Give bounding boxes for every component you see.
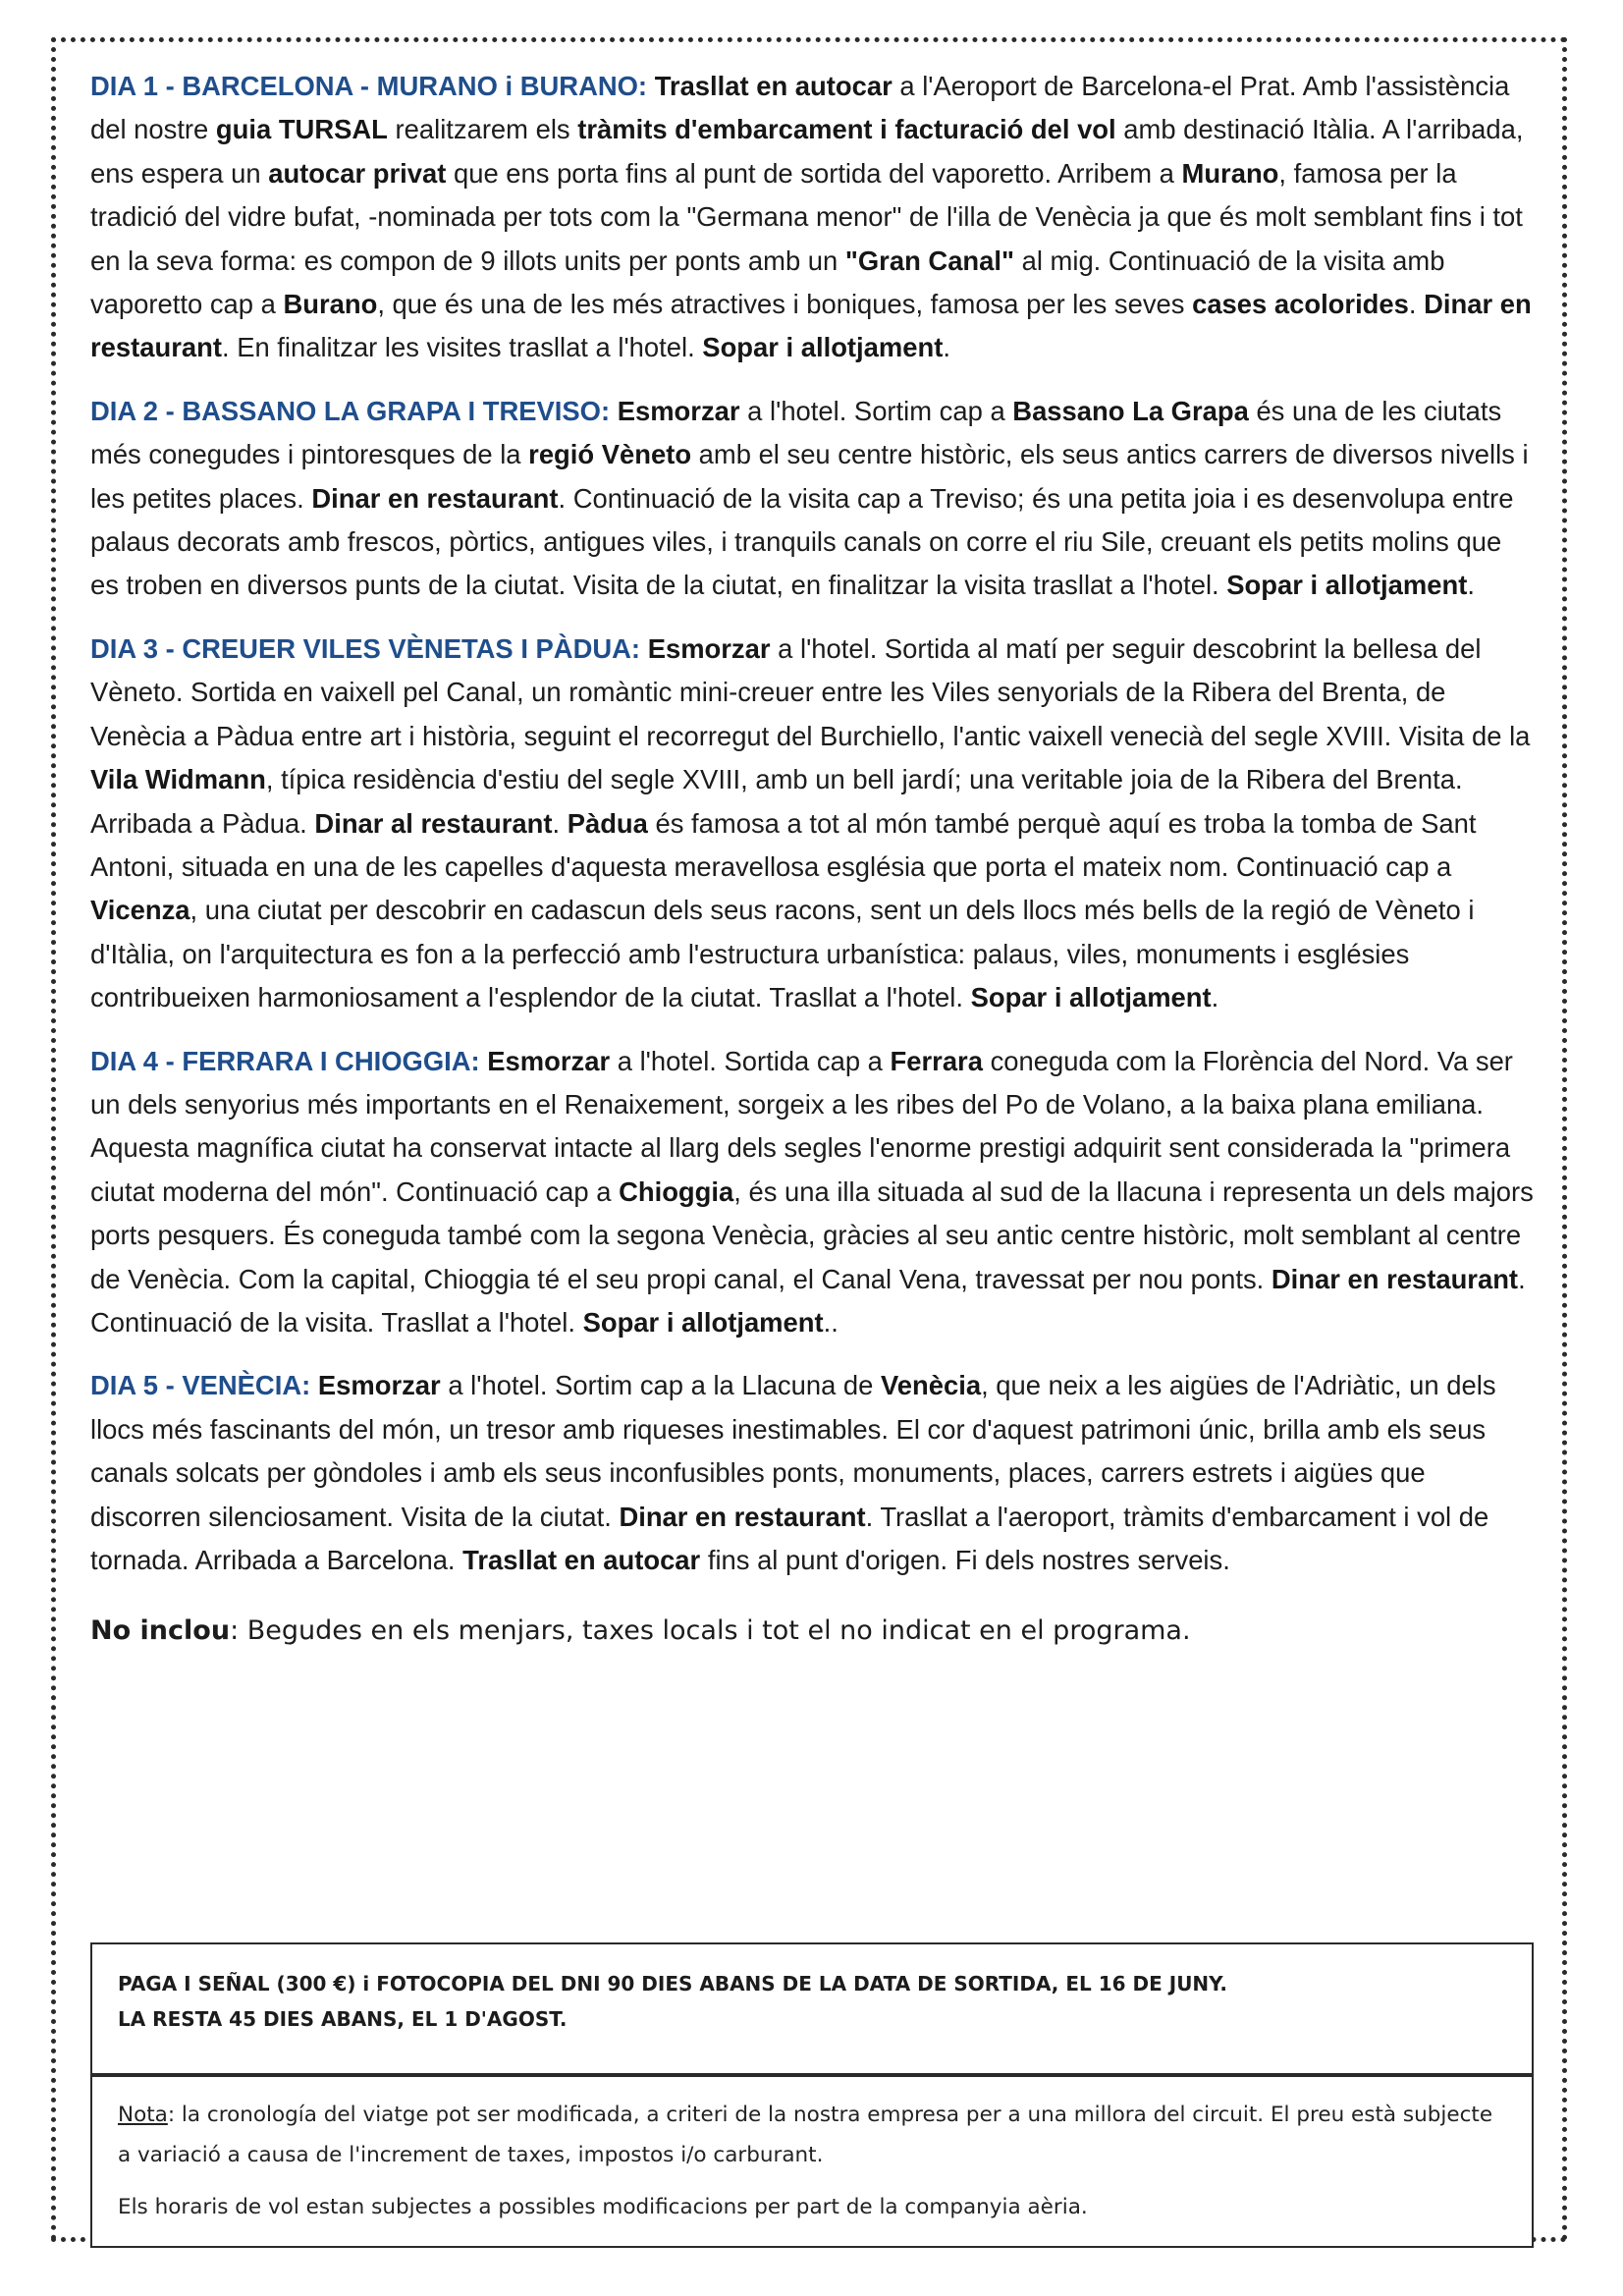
payment-box: [90, 1942, 1534, 2075]
body-text: .: [1467, 570, 1475, 601]
body-text: . Continuació de la visita cap a Treviso; és una petita joia i es desenvolupa entre palaus decorats amb frescos, pòrtics, antigues viles, i tranquils canals on corre el riu Sile, creuant els petits molins que es troben en diversos punts de la ciutat. Visita de la ciutat, en finalitzar la visita trasllat a l'hotel.: [90, 482, 1514, 601]
highlight-text: Dinar en restaurant: [619, 1501, 866, 1532]
day-description: [90, 71, 1532, 362]
body-text: a l'hotel. Sortida al matí per seguir descobrint la bellesa del Vèneto. Sortida en vaixell pel Canal, un romàntic mini-creuer entre les Viles senyorials de la Ribera del Brenta, de Venècia a Pàdua entre art i història, seguint el recorregut del Burchiello, l'antic vaixell venecià del segle XVIII. Visita de la: [90, 632, 1531, 751]
highlight-text: Trasllat en autocar: [654, 71, 893, 101]
note-text: : la cronología del viatge pot ser modificada, a criteri de la nostra empresa per a una millora del circuit. El preu està subjecte a variació a causa de l'increment de taxes, impostos i/o carburant.: [118, 2103, 1493, 2167]
body-text: , famosa per la tradició del vidre bufat, -nominada per tots com la "Germana menor" de l'illa de Venècia ja que és molt semblant fins i tot en la seva forma: es compon de 9 illots units per ponts amb un: [90, 157, 1523, 276]
day-title: DIA 5 - VENÈCIA:: [90, 1370, 311, 1401]
body-text: fins al punt d'origen. Fi dels nostres serveis.: [700, 1545, 1230, 1575]
highlight-text: "Gran Canal": [844, 245, 1014, 276]
day-description: [90, 1370, 1496, 1575]
highlight-text: Sopar i allotjament: [970, 982, 1212, 1013]
highlight-text: regió Vèneto: [528, 439, 692, 470]
day-description: [90, 1046, 1534, 1338]
highlight-text: Vila Widmann: [90, 764, 266, 795]
body-text: , que és una de les més atractives i boniques, famosa per les seves: [377, 289, 1193, 320]
day-4: [90, 1040, 1534, 1345]
day-title: DIA 1 - BARCELONA - MURANO i BURANO:: [90, 71, 648, 101]
not-included: [90, 1610, 1534, 1653]
body-text: , és una illa situada al sud de la llacuna i representa un dels majors ports pesquers. És coneguda també com la segona Venècia, gràcies al seu antic centre històric, molt semblant al centre de Venècia. Com la capital, Chioggia té el seu propi canal, el Canal Vena, travessat per nou ponts.: [90, 1175, 1534, 1294]
body-text: . En finalitzar les visites trasllat a l'hotel.: [221, 332, 703, 363]
highlight-text: Chioggia: [619, 1175, 734, 1207]
flight-schedule-note: Els horaris de vol estan subjectes a possibles modificacions per part de la companyia aèria.: [118, 2195, 1088, 2219]
body-text: realitzarem els: [387, 114, 578, 145]
highlight-text: Esmorzar: [317, 1370, 441, 1401]
body-text: . Continuació de la visita. Trasllat a l'hotel.: [90, 1263, 1526, 1338]
body-text: ..: [823, 1306, 839, 1338]
day-title: DIA 2 - BASSANO LA GRAPA I TREVISO:: [90, 395, 611, 426]
note-paragraph: [118, 2095, 1506, 2175]
body-text: , que neix a les aigües de l'Adriàtic, un dels llocs més fascinants del món, un tresor amb riqueses inestimables. El cor d'aquest patrimoni únic, brilla amb els seus canals solcats per gòndoles i amb els seus inconfusibles ponts, monuments, places, carrers estrets i aigües que discorren silenciosament. Visita de la ciutat.: [90, 1370, 1496, 1532]
body-text: .: [1211, 982, 1219, 1013]
body-text: és famosa a tot al món també perquè aquí es troba la tomba de Sant Antoni, situada en una de les capelles d'aquesta meravellosa església que porta el mateix nom. Continuació cap a: [90, 807, 1477, 882]
day-1: [90, 65, 1534, 370]
highlight-text: Esmorzar: [617, 395, 740, 426]
body-text: [647, 71, 655, 101]
highlight-text: Trasllat en autocar: [462, 1545, 701, 1575]
highlight-text: Ferrara: [890, 1045, 983, 1076]
note-label: Nota: [118, 2103, 168, 2127]
highlight-text: Murano: [1181, 157, 1279, 189]
body-text: al mig. Continuació de la visita amb vaporetto cap a: [90, 245, 1445, 320]
body-text: , una ciutat per descobrir en cadascun dels seus racons, sent un dels llocs més bells de la regió de Vèneto i d'Itàlia, on l'arquitectura es fon a la perfecció amb l'estructura urbanística: palaus, viles, monuments i esglésies contribueixen harmoniosament a l'esplendor de la ciutat. Trasllat a l'hotel.: [90, 895, 1475, 1013]
highlight-text: Esmorzar: [647, 632, 771, 664]
highlight-text: Bassano La Grapa: [1012, 395, 1249, 426]
not-included-text: : Begudes en els menjars, taxes locals i tot el no indicat en el programa.: [230, 1615, 1191, 1647]
highlight-text: Sopar i allotjament: [702, 332, 944, 363]
body-text: que ens porta fins al punt de sortida del vaporetto. Arribem a: [446, 157, 1182, 189]
day-3: [90, 628, 1534, 1020]
highlight-text: tràmits d'embarcament i facturació del vol: [577, 114, 1116, 145]
body-text: coneguda com la Florència del Nord. Va ser un dels senyorius més importants en el Renaixement, sorgeix a les ribes del Po de Volano, a la baixa plana emiliana. Aquesta magnífica ciutat ha conservat intacte al llarg dels segles l'enorme prestigi adquirit sent considerada la "primera ciutat moderna del món". Continuació cap a: [90, 1045, 1513, 1207]
day-title: DIA 3 - CREUER VILES VÈNETAS I PÀDUA:: [90, 632, 641, 664]
highlight-text: Sopar i allotjament: [582, 1306, 824, 1338]
body-text: [610, 396, 618, 426]
highlight-text: cases acolorides: [1192, 289, 1409, 320]
highlight-text: Sopar i allotjament: [1226, 570, 1468, 601]
highlight-text: Vicenza: [90, 895, 190, 926]
body-text: , típica residència d'estiu del segle XVIII, amb un bell jardí; una veritable joia de la Ribera del Brenta. Arribada a Pàdua.: [90, 764, 1463, 839]
payment-line-1: PAGA I SEÑAL (300 €) i FOTOCOPIA DEL DNI 90 DIES ABANS DE LA DATA DE SORTIDA, EL 16 DE JUNY.: [118, 1972, 1227, 1995]
highlight-text: Dinar en restaurant: [311, 482, 559, 514]
day-5: [90, 1364, 1534, 1582]
payment-line-2: LA RESTA 45 DIES ABANS, EL 1 D'AGOST.: [118, 2007, 568, 2031]
itinerary: [90, 65, 1534, 1679]
highlight-text: Burano: [283, 289, 378, 320]
day-description: [90, 633, 1530, 1012]
body-text: . Trasllat a l'aeroport, tràmits d'embarcament i vol de tornada. Arribada a Barcelona.: [90, 1501, 1489, 1575]
body-text: a l'hotel. Sortida cap a: [610, 1045, 891, 1076]
highlight-text: Dinar en restaurant: [1271, 1263, 1519, 1294]
highlight-text: Venècia: [881, 1370, 982, 1401]
body-text: amb destinació Itàlia. A l'arribada, ens espera un: [90, 114, 1524, 189]
body-text: amb el seu centre històric, els seus antics carrers de diversos nivells i les petites places.: [90, 439, 1529, 514]
body-text: [310, 1370, 318, 1400]
highlight-text: Esmorzar: [487, 1045, 611, 1076]
note-box: [90, 2075, 1534, 2248]
highlight-text: Dinar al restaurant: [314, 807, 553, 839]
body-text: a l'hotel. Sortim cap a: [739, 395, 1013, 426]
body-text: .: [552, 807, 568, 839]
body-text: és una de les ciutats més conegudes i pintoresques de la: [90, 395, 1502, 470]
not-included-label: No inclou: [90, 1615, 231, 1647]
body-text: .: [1408, 289, 1425, 320]
highlight-text: Dinar en restaurant: [90, 289, 1532, 363]
day-title: DIA 4 - FERRARA I CHIOGGIA:: [90, 1045, 480, 1076]
day-2: [90, 390, 1534, 608]
highlight-text: guia TURSAL: [215, 114, 388, 145]
body-text: .: [943, 332, 950, 363]
highlight-text: autocar privat: [268, 157, 447, 189]
day-description: [90, 396, 1529, 601]
body-text: [640, 633, 648, 664]
highlight-text: Pàdua: [567, 807, 648, 839]
body-text: a l'Aeroport de Barcelona-el Prat. Amb l'assistència del nostre: [90, 71, 1510, 145]
body-text: a l'hotel. Sortim cap a la Llacuna de: [440, 1370, 882, 1401]
